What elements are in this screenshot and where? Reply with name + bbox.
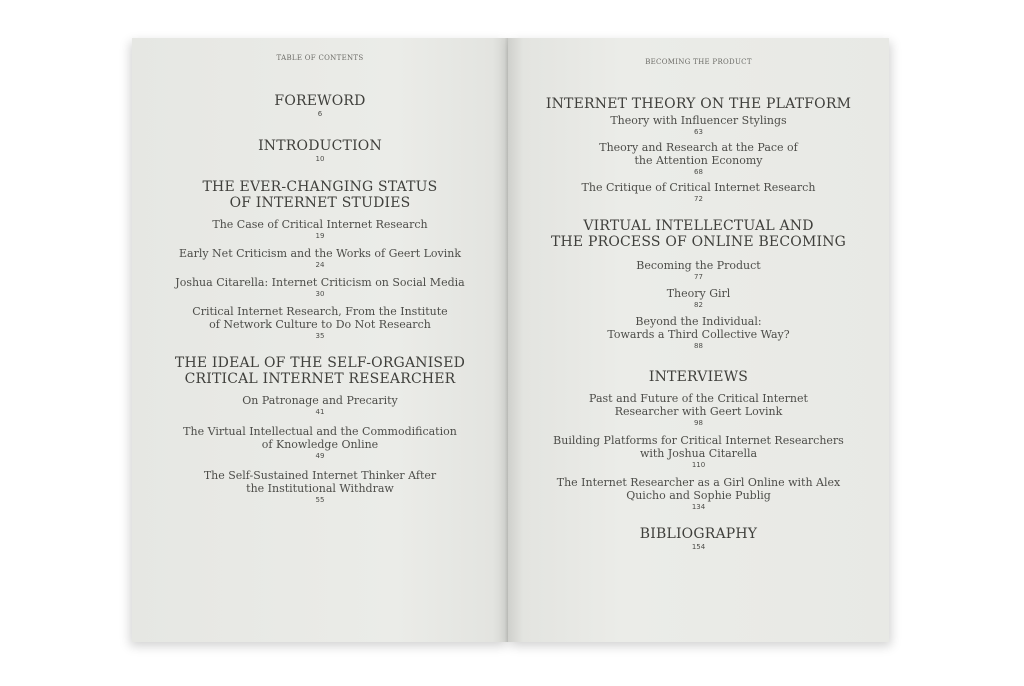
page-number-foreword: 6 — [317, 110, 323, 118]
entry-title: The Virtual Intellectual and the Commodification of Knowledge Online — [183, 425, 457, 451]
entry-title: On Patronage and Precarity — [242, 394, 398, 407]
entry-page-number: 68 — [694, 168, 703, 176]
entry-title: Becoming the Product — [636, 259, 761, 272]
section-title-foreword: FOREWORD — [274, 93, 366, 109]
toc-left — [132, 93, 508, 505]
entry-page-number: 77 — [694, 273, 703, 281]
entry-title: Theory and Research at the Pace of the Attention Economy — [599, 141, 798, 167]
entry-page-number: 110 — [691, 461, 706, 469]
entry-title: Critical Internet Research, From the Institute of Network Culture to Do Not Research — [192, 305, 448, 331]
entry-page-number: 82 — [694, 301, 703, 309]
open-book — [132, 38, 889, 642]
toc-right — [508, 96, 889, 552]
entry-page-number: 72 — [694, 195, 703, 203]
entry-title: Early Net Criticism and the Works of Geert Lovink — [178, 247, 462, 260]
entry-title: Theory with Influencer Stylings — [610, 114, 787, 127]
page-number-introduction: 10 — [315, 155, 325, 163]
entry-title: The Self-Sustained Internet Thinker After the Institutional Withdraw — [203, 469, 437, 495]
entry-page-number: 24 — [315, 261, 325, 269]
entry-page-number: 55 — [315, 496, 325, 504]
entry-title: The Internet Researcher as a Girl Online with Alex Quicho and Sophie Publig — [556, 476, 841, 502]
entry-title: Theory Girl — [666, 287, 731, 300]
running-head-left: TABLE OF CONTENTS — [276, 54, 364, 62]
entry-page-number: 63 — [694, 128, 703, 136]
section-title-bibliography: BIBLIOGRAPHY — [639, 526, 758, 542]
entry-page-number: 41 — [315, 408, 325, 416]
entry-page-number: 88 — [694, 342, 703, 350]
entry-title: The Case of Critical Internet Research — [212, 218, 428, 231]
section-title-self-organised: THE IDEAL OF THE SELF-ORGANISED CRITICAL INTERNET RESEARCHER — [174, 355, 466, 387]
entry-page-number: 98 — [694, 419, 703, 427]
section-title-interviews: INTERVIEWS — [648, 369, 749, 385]
entry-page-number: 30 — [315, 290, 325, 298]
entry-title: Joshua Citarella: Internet Criticism on Social Media — [175, 276, 465, 289]
entry-page-number: 49 — [315, 452, 325, 460]
entry-page-number: 35 — [315, 332, 325, 340]
entry-page-number: 19 — [315, 232, 325, 240]
right-page — [508, 38, 889, 642]
entry-title: Building Platforms for Critical Internet Researchers with Joshua Citarella — [553, 434, 844, 460]
section-title-introduction: INTRODUCTION — [258, 138, 382, 154]
section-title-online-becoming: VIRTUAL INTELLECTUAL AND THE PROCESS OF ONLINE BECOMING — [550, 218, 847, 250]
running-head-right: BECOMING THE PRODUCT — [645, 58, 752, 66]
section-title-internet-studies: THE EVER-CHANGING STATUS OF INTERNET STUDIES — [202, 179, 438, 211]
entry-page-number: 134 — [691, 503, 706, 511]
left-page — [132, 38, 508, 642]
entry-title: Beyond the Individual: Towards a Third Collective Way? — [607, 315, 790, 341]
page-number-bibliography: 154 — [691, 543, 706, 551]
entry-title: The Critique of Critical Internet Research — [581, 181, 816, 194]
section-title-platform: INTERNET THEORY ON THE PLATFORM — [545, 96, 852, 112]
entry-title: Past and Future of the Critical Internet Researcher with Geert Lovink — [589, 392, 808, 418]
